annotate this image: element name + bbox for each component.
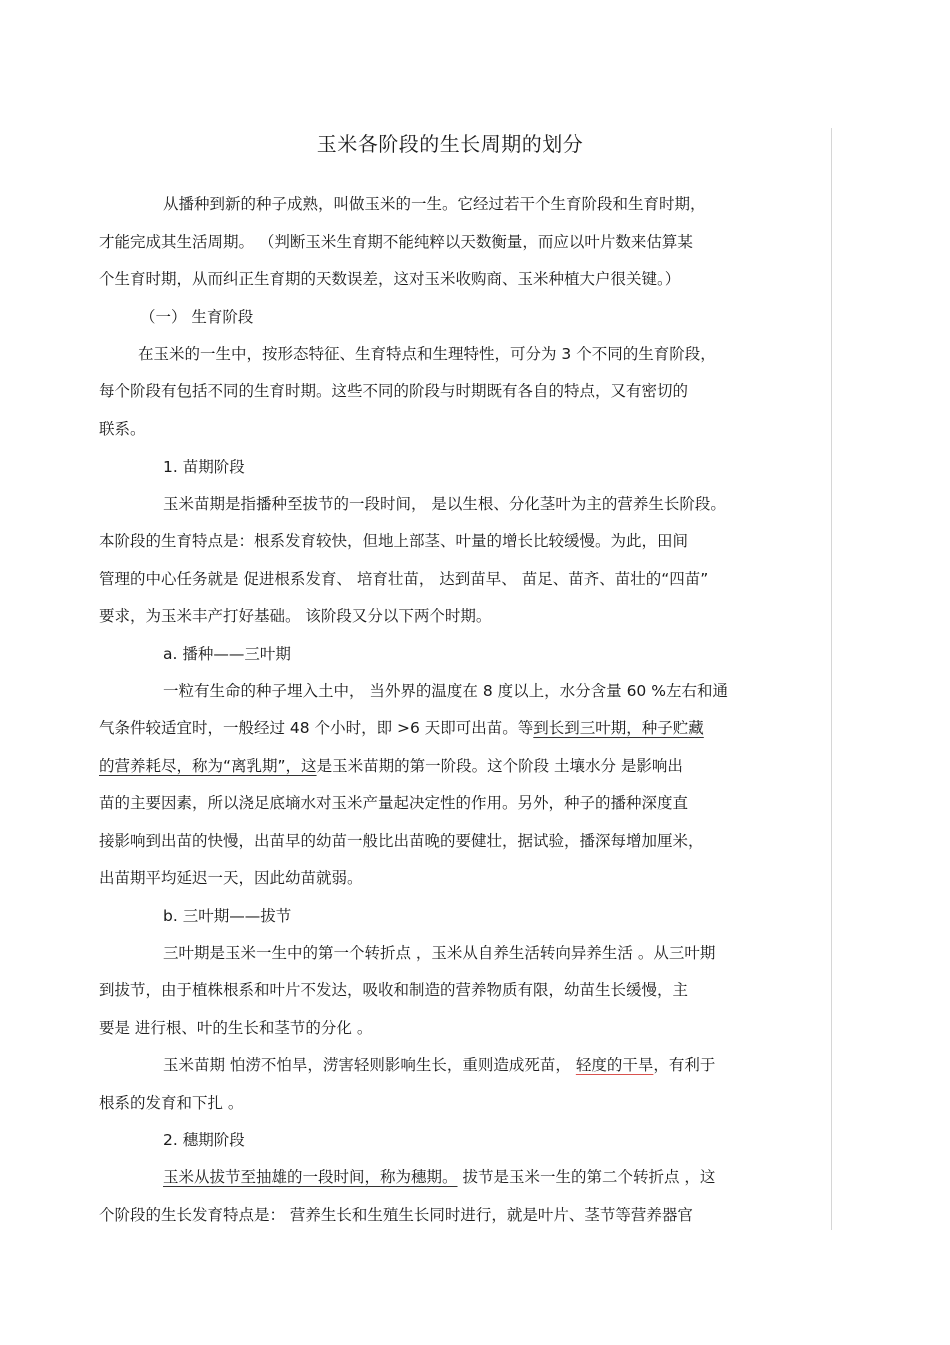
paragraph-line: 每个阶段有包括不同的生育时期。这些不同的阶段与时期既有各自的特点，又有密切的 xyxy=(99,382,689,400)
paragraph-line: 三叶期是玉米一生中的第一个转折点 ，玉米从自养生活转向异养生活 。从三叶期 xyxy=(163,944,716,962)
underlined-text: 玉米从拔节至抽雄的一段时间，称为穗期。 xyxy=(163,1168,458,1186)
underlined-text: 轻度的干旱 xyxy=(575,1056,654,1074)
paragraph-line: 根系的发育和下扎 。 xyxy=(99,1094,244,1112)
paragraph-line: 的营养耗尽，称为“离乳期”，这是玉米苗期的第一阶段。这个阶段 土壤水分 是影响出 xyxy=(99,757,683,775)
paragraph-line: 气条件较适宜时，一般经过 48 个小时，即 >6 天即可出苗。等到长到三叶期，种子贮藏 xyxy=(99,719,704,737)
paragraph-line: 玉米从拔节至抽雄的一段时间，称为穗期。 拔节是玉米一生的第二个转折点 ，这 xyxy=(163,1168,716,1186)
subsection-heading: 1. 苗期阶段 xyxy=(163,458,245,476)
paragraph-line: 个生育时期，从而纠正生育期的天数误差，这对玉米收购商、玉米种植大户很关键。） xyxy=(99,270,681,288)
paragraph-line: 玉米苗期是指播种至拔节的一段时间， 是以生根、分化茎叶为主的营养生长阶段。 xyxy=(163,495,726,513)
document-title: 玉米各阶段的生长周期的划分 xyxy=(316,132,584,156)
paragraph-line: 要是 进行根、叶的生长和茎节的分化 。 xyxy=(99,1019,373,1037)
paragraph-line: 在玉米的一生中，按形态特征、生育特点和生理特性，可分为 3 个不同的生育阶段， xyxy=(138,345,716,363)
page-right-border xyxy=(831,128,832,1230)
paragraph-line: 一粒有生命的种子埋入土中， 当外界的温度在 8 度以上，水分含量 60 %左右和通 xyxy=(163,682,728,700)
paragraph-line: 接影响到出苗的快慢，出苗早的幼苗一般比出苗晚的要健壮，据试验，播深每增加厘米， xyxy=(99,832,704,850)
underlined-text: 的营养耗尽，称为“离乳期”，这 xyxy=(99,757,317,775)
stage-heading: a. 播种——三叶期 xyxy=(163,645,291,663)
section-heading: （一） 生育阶段 xyxy=(140,308,254,326)
paragraph-line: 才能完成其生活周期。 （判断玉米生育期不能纯粹以天数衡量，而应以叶片数来估算某 xyxy=(99,233,693,251)
paragraph-line: 要求，为玉米丰产打好基础。 该阶段又分以下两个时期。 xyxy=(99,607,492,625)
paragraph-line: 管理的中心任务就是 促进根系发育、 培育壮苗， 达到苗早、 苗足、苗齐、苗壮的“四苗” xyxy=(99,570,709,588)
stage-heading: b. 三叶期——拔节 xyxy=(163,907,292,925)
paragraph-line: 本阶段的生育特点是：根系发育较快，但地上部茎、叶量的增长比较缓慢。为此，田间 xyxy=(99,532,689,550)
paragraph-line: 从播种到新的种子成熟，叫做玉米的一生。它经过若干个生育阶段和生育时期， xyxy=(163,195,706,213)
paragraph-line: 苗的主要因素，所以浇足底墒水对玉米产量起决定性的作用。另外，种子的播种深度直 xyxy=(99,794,689,812)
paragraph-line: 联系。 xyxy=(99,420,146,438)
paragraph-line: 出苗期平均延迟一天，因此幼苗就弱。 xyxy=(99,869,363,887)
subsection-heading: 2. 穗期阶段 xyxy=(163,1131,245,1149)
paragraph-line: 玉米苗期 怕涝不怕旱，涝害轻则影响生长，重则造成死苗， 轻度的干旱，有利于 xyxy=(163,1056,716,1074)
underlined-text: 到长到三叶期，种子贮藏 xyxy=(533,719,704,737)
paragraph-line: 个阶段的生长发育特点是： 营养生长和生殖生长同时进行，就是叶片、茎节等营养器官 xyxy=(99,1206,693,1224)
paragraph-line: 到拔节，由于植株根系和叶片不发达，吸收和制造的营养物质有限，幼苗生长缓慢，主 xyxy=(99,981,689,999)
